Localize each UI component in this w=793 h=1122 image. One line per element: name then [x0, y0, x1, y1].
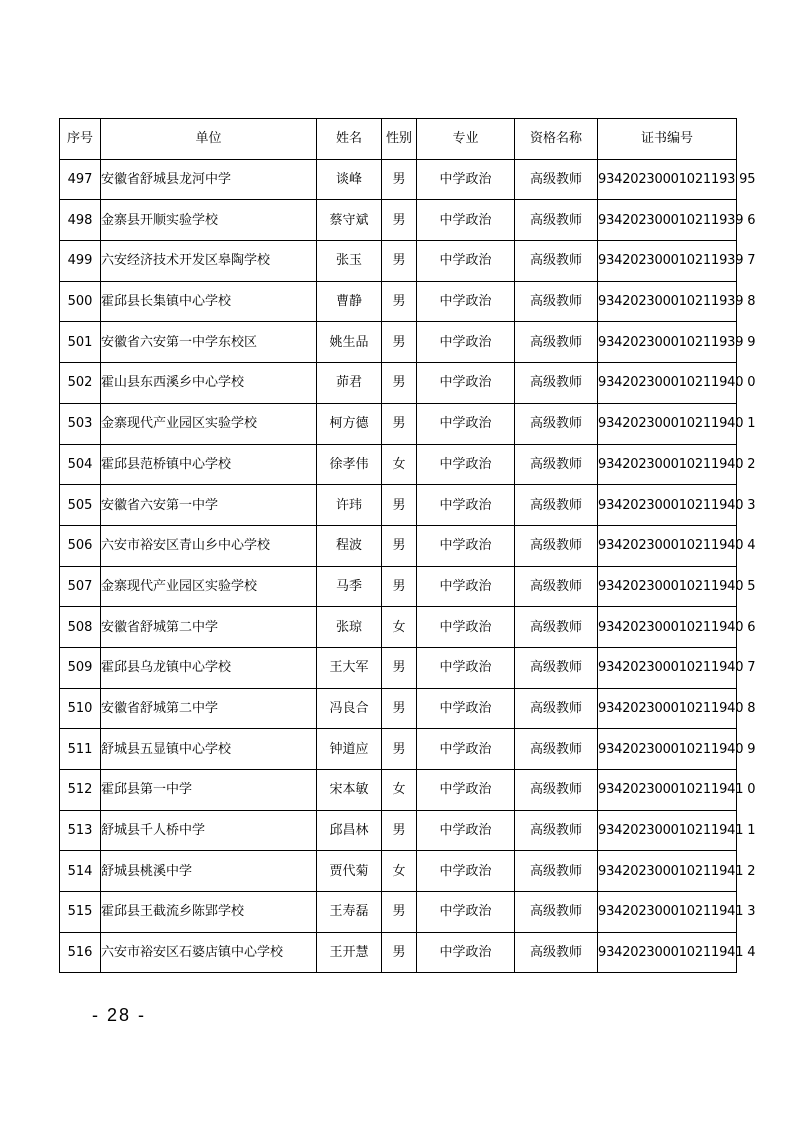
header-seq: 序号	[60, 119, 101, 160]
cell-major: 中学政治	[417, 932, 515, 973]
cell-name: 张琼	[317, 607, 382, 648]
cell-qualification: 高级教师	[515, 851, 598, 892]
cell-name: 王开慧	[317, 932, 382, 973]
cell-gender: 男	[382, 647, 417, 688]
cell-major: 中学政治	[417, 892, 515, 933]
cell-qualification: 高级教师	[515, 241, 598, 282]
cell-certificate: 934202300010211940 9	[598, 729, 737, 770]
cell-certificate: 934202300010211941 4	[598, 932, 737, 973]
cell-seq: 502	[60, 363, 101, 404]
cell-name: 茆君	[317, 363, 382, 404]
cell-certificate: 934202300010211940 1	[598, 403, 737, 444]
header-major: 专业	[417, 119, 515, 160]
cell-certificate: 934202300010211941 2	[598, 851, 737, 892]
table-row	[60, 932, 737, 973]
cell-qualification: 高级教师	[515, 200, 598, 241]
cell-unit: 安徽省六安第一中学	[101, 485, 317, 526]
table-row	[60, 770, 737, 811]
table-row	[60, 200, 737, 241]
cell-major: 中学政治	[417, 810, 515, 851]
cell-unit: 霍邱县王截流乡陈郢学校	[101, 892, 317, 933]
cell-major: 中学政治	[417, 322, 515, 363]
cell-unit: 霍邱县第一中学	[101, 770, 317, 811]
cell-unit: 六安市裕安区石婆店镇中心学校	[101, 932, 317, 973]
cell-certificate: 934202300010211941 1	[598, 810, 737, 851]
roster-table	[59, 118, 756, 973]
table-row	[60, 159, 737, 200]
cell-certificate: 934202300010211940 6	[598, 607, 737, 648]
cell-unit: 六安市裕安区青山乡中心学校	[101, 525, 317, 566]
cell-major: 中学政治	[417, 363, 515, 404]
header-certificate: 证书编号	[598, 119, 737, 160]
cell-name: 王大军	[317, 647, 382, 688]
cell-seq: 516	[60, 932, 101, 973]
cell-major: 中学政治	[417, 444, 515, 485]
cell-certificate: 934202300010211940 7	[598, 647, 737, 688]
cell-major: 中学政治	[417, 851, 515, 892]
cell-certificate: 934202300010211939 9	[598, 322, 737, 363]
table-row	[60, 892, 737, 933]
cell-qualification: 高级教师	[515, 607, 598, 648]
cell-major: 中学政治	[417, 525, 515, 566]
cell-seq: 501	[60, 322, 101, 363]
cell-qualification: 高级教师	[515, 770, 598, 811]
cell-gender: 男	[382, 688, 417, 729]
cell-qualification: 高级教师	[515, 729, 598, 770]
cell-major: 中学政治	[417, 159, 515, 200]
cell-qualification: 高级教师	[515, 485, 598, 526]
cell-qualification: 高级教师	[515, 159, 598, 200]
header-qualification: 资格名称	[515, 119, 598, 160]
cell-name: 柯方德	[317, 403, 382, 444]
cell-major: 中学政治	[417, 647, 515, 688]
cell-name: 王寿磊	[317, 892, 382, 933]
table-row	[60, 444, 737, 485]
cell-qualification: 高级教师	[515, 363, 598, 404]
table-row	[60, 525, 737, 566]
table-body	[60, 159, 756, 973]
cell-seq: 506	[60, 525, 101, 566]
cell-qualification: 高级教师	[515, 810, 598, 851]
cell-name: 程波	[317, 525, 382, 566]
cell-major: 中学政治	[417, 770, 515, 811]
cell-qualification: 高级教师	[515, 566, 598, 607]
cell-major: 中学政治	[417, 729, 515, 770]
cell-major: 中学政治	[417, 403, 515, 444]
cell-qualification: 高级教师	[515, 281, 598, 322]
cell-gender: 女	[382, 444, 417, 485]
cell-major: 中学政治	[417, 688, 515, 729]
cell-qualification: 高级教师	[515, 892, 598, 933]
cell-certificate: 934202300010211940 8	[598, 688, 737, 729]
header-unit: 单位	[101, 119, 317, 160]
cell-name: 冯良合	[317, 688, 382, 729]
cell-qualification: 高级教师	[515, 322, 598, 363]
cell-seq: 514	[60, 851, 101, 892]
table-row	[60, 566, 737, 607]
page-number: - 28 -	[92, 1005, 147, 1025]
cell-certificate: 934202300010211940 4	[598, 525, 737, 566]
cell-major: 中学政治	[417, 485, 515, 526]
table-row	[60, 322, 737, 363]
cell-seq: 510	[60, 688, 101, 729]
cell-unit: 金寨现代产业园区实验学校	[101, 566, 317, 607]
cell-gender: 男	[382, 241, 417, 282]
cell-seq: 508	[60, 607, 101, 648]
cell-seq: 503	[60, 403, 101, 444]
table-row	[60, 485, 737, 526]
cell-name: 谈峰	[317, 159, 382, 200]
table-row	[60, 607, 737, 648]
cell-gender: 女	[382, 607, 417, 648]
cell-seq: 512	[60, 770, 101, 811]
cell-qualification: 高级教师	[515, 403, 598, 444]
table-header-row	[60, 119, 737, 160]
cell-gender: 女	[382, 770, 417, 811]
cell-certificate: 934202300010211939 7	[598, 241, 737, 282]
cell-certificate: 934202300010211941 0	[598, 770, 737, 811]
cell-unit: 霍邱县乌龙镇中心学校	[101, 647, 317, 688]
cell-gender: 男	[382, 729, 417, 770]
cell-name: 曹静	[317, 281, 382, 322]
cell-qualification: 高级教师	[515, 525, 598, 566]
cell-certificate: 934202300010211939 6	[598, 200, 737, 241]
cell-seq: 513	[60, 810, 101, 851]
cell-name: 邱昌林	[317, 810, 382, 851]
cell-seq: 499	[60, 241, 101, 282]
table-row	[60, 281, 737, 322]
header-name: 姓名	[317, 119, 382, 160]
header-gender: 性别	[382, 119, 417, 160]
cell-gender: 男	[382, 566, 417, 607]
table-row	[60, 647, 737, 688]
cell-certificate: 934202300010211939 8	[598, 281, 737, 322]
cell-major: 中学政治	[417, 200, 515, 241]
cell-seq: 515	[60, 892, 101, 933]
cell-major: 中学政治	[417, 241, 515, 282]
cell-seq: 504	[60, 444, 101, 485]
cell-name: 许玮	[317, 485, 382, 526]
cell-name: 宋本敏	[317, 770, 382, 811]
cell-major: 中学政治	[417, 566, 515, 607]
cell-gender: 男	[382, 200, 417, 241]
cell-certificate: 934202300010211940 2	[598, 444, 737, 485]
table-row	[60, 363, 737, 404]
cell-unit: 六安经济技术开发区皋陶学校	[101, 241, 317, 282]
cell-name: 蔡守斌	[317, 200, 382, 241]
cell-unit: 安徽省舒城县龙河中学	[101, 159, 317, 200]
cell-certificate: 93420230001021193 95	[598, 159, 737, 200]
table-row	[60, 851, 737, 892]
cell-certificate: 934202300010211940 3	[598, 485, 737, 526]
cell-gender: 男	[382, 892, 417, 933]
cell-seq: 498	[60, 200, 101, 241]
cell-qualification: 高级教师	[515, 444, 598, 485]
cell-seq: 500	[60, 281, 101, 322]
cell-gender: 女	[382, 851, 417, 892]
cell-seq: 509	[60, 647, 101, 688]
table-row	[60, 729, 737, 770]
cell-unit: 舒城县桃溪中学	[101, 851, 317, 892]
cell-unit: 霍邱县长集镇中心学校	[101, 281, 317, 322]
table-row	[60, 688, 737, 729]
cell-qualification: 高级教师	[515, 688, 598, 729]
cell-gender: 男	[382, 932, 417, 973]
cell-gender: 男	[382, 403, 417, 444]
cell-certificate: 934202300010211940 0	[598, 363, 737, 404]
table-row	[60, 241, 737, 282]
cell-qualification: 高级教师	[515, 647, 598, 688]
cell-qualification: 高级教师	[515, 932, 598, 973]
cell-certificate: 934202300010211940 5	[598, 566, 737, 607]
cell-certificate: 934202300010211941 3	[598, 892, 737, 933]
cell-unit: 安徽省六安第一中学东校区	[101, 322, 317, 363]
cell-major: 中学政治	[417, 281, 515, 322]
cell-unit: 金寨现代产业园区实验学校	[101, 403, 317, 444]
cell-gender: 男	[382, 322, 417, 363]
cell-unit: 霍邱县范桥镇中心学校	[101, 444, 317, 485]
cell-unit: 舒城县五显镇中心学校	[101, 729, 317, 770]
cell-unit: 舒城县千人桥中学	[101, 810, 317, 851]
cell-name: 徐孝伟	[317, 444, 382, 485]
cell-name: 张玉	[317, 241, 382, 282]
table-row	[60, 403, 737, 444]
cell-unit: 金寨县开顺实验学校	[101, 200, 317, 241]
cell-gender: 男	[382, 485, 417, 526]
cell-name: 马季	[317, 566, 382, 607]
cell-unit: 安徽省舒城第二中学	[101, 607, 317, 648]
cell-gender: 男	[382, 363, 417, 404]
table-row	[60, 810, 737, 851]
cell-seq: 511	[60, 729, 101, 770]
cell-gender: 男	[382, 159, 417, 200]
cell-gender: 男	[382, 281, 417, 322]
cell-seq: 505	[60, 485, 101, 526]
cell-gender: 男	[382, 525, 417, 566]
cell-seq: 507	[60, 566, 101, 607]
cell-seq: 497	[60, 159, 101, 200]
cell-name: 钟道应	[317, 729, 382, 770]
cell-unit: 安徽省舒城第二中学	[101, 688, 317, 729]
cell-name: 姚生品	[317, 322, 382, 363]
cell-gender: 男	[382, 810, 417, 851]
cell-major: 中学政治	[417, 607, 515, 648]
cell-unit: 霍山县东西溪乡中心学校	[101, 363, 317, 404]
cell-name: 贾代菊	[317, 851, 382, 892]
